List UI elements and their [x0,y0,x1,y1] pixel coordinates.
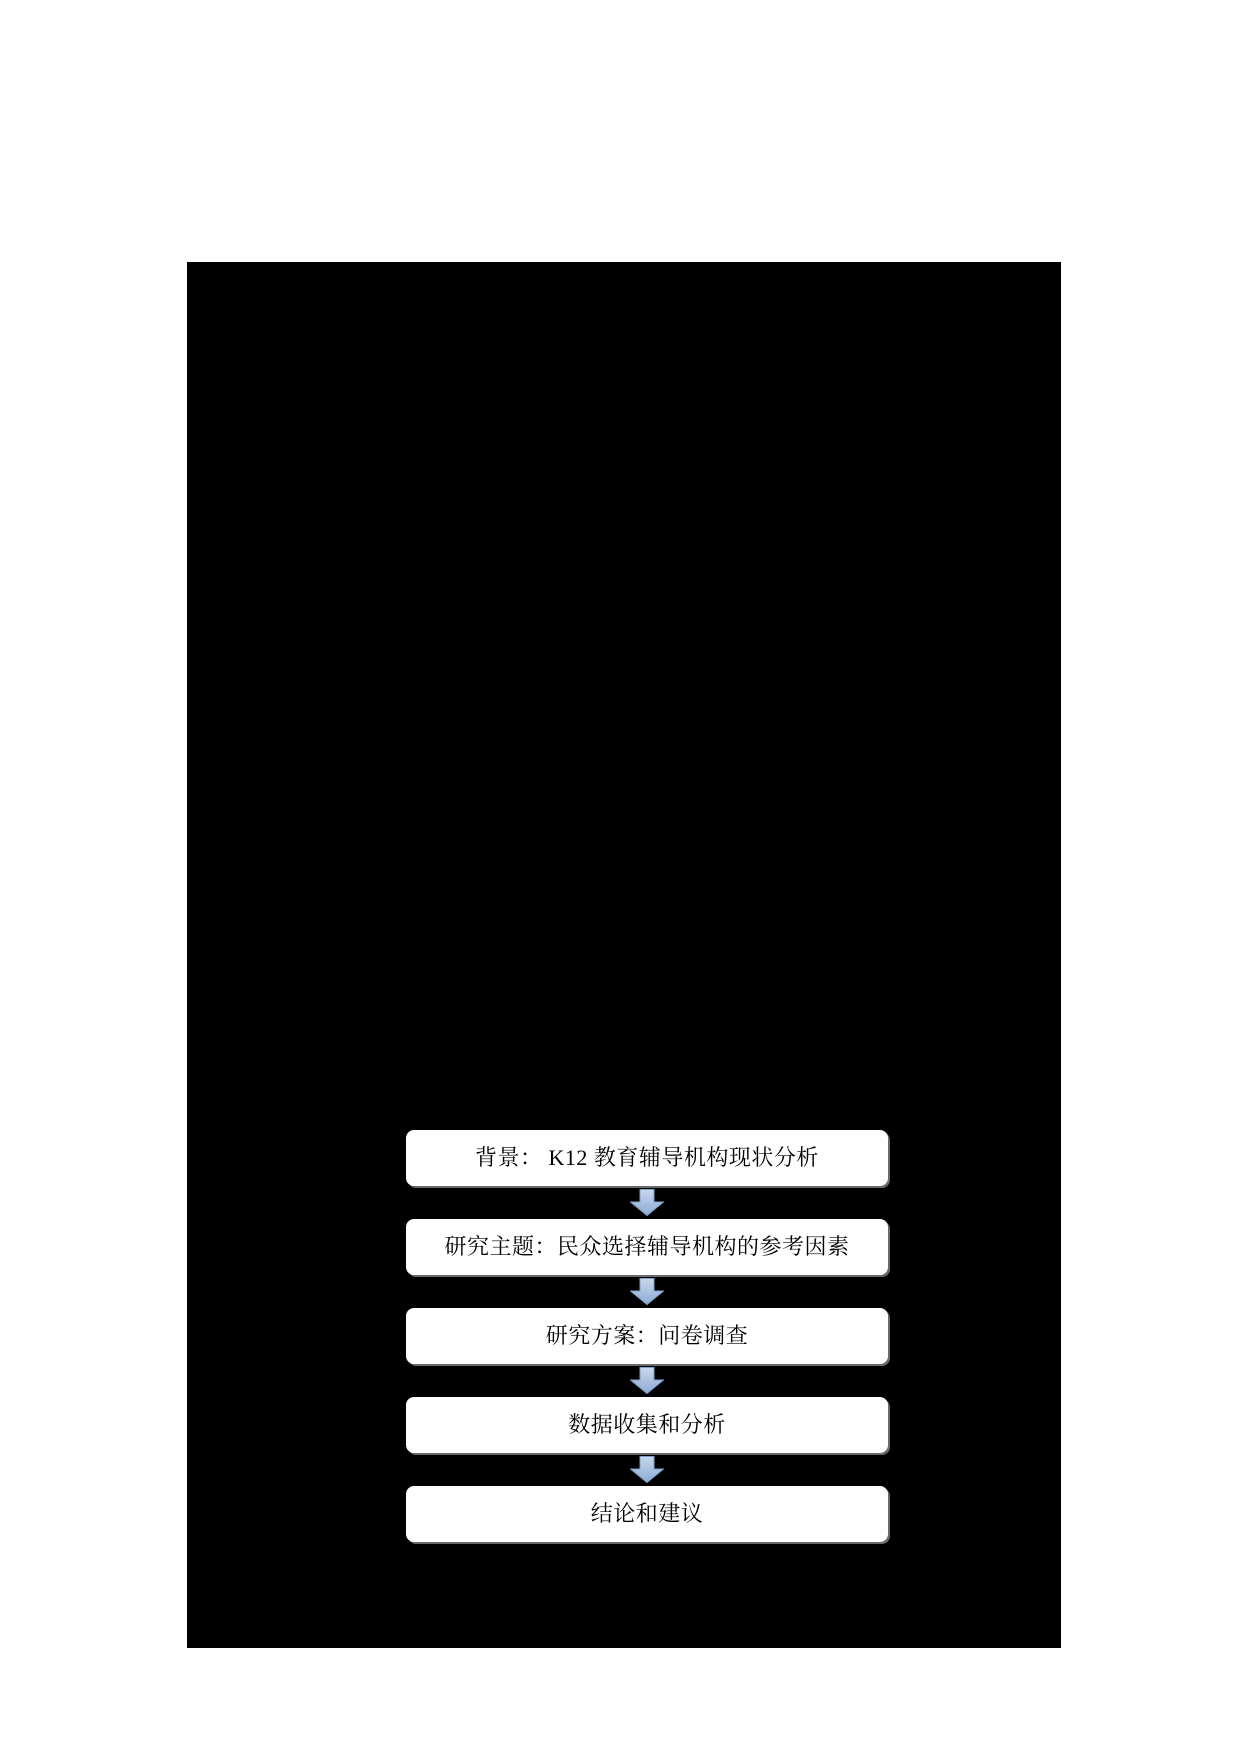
flow-step-conclusion [406,1486,888,1542]
down-arrow-icon [630,1278,664,1305]
flow-step-data-collection [406,1397,888,1453]
flow-step-research-plan [406,1308,888,1364]
flow-step-research-topic [406,1219,888,1275]
flow-step-label: 结论和建议 [590,1501,704,1526]
flow-step-label: 研究主题：民众选择辅导机构的参考因素 [444,1234,850,1259]
down-arrow-icon [630,1367,664,1394]
flow-step-background-analysis [406,1130,888,1186]
flow-step-label: 背景： K12 教育辅导机构现状分析 [475,1145,819,1170]
down-arrow-icon [630,1456,664,1483]
down-arrow-icon [630,1189,664,1216]
flow-step-label: 数据收集和分析 [568,1412,726,1437]
flow-step-label: 研究方案：问卷调查 [545,1323,749,1348]
research-flowchart [406,1130,888,1542]
figure-black-canvas [187,262,1061,1648]
